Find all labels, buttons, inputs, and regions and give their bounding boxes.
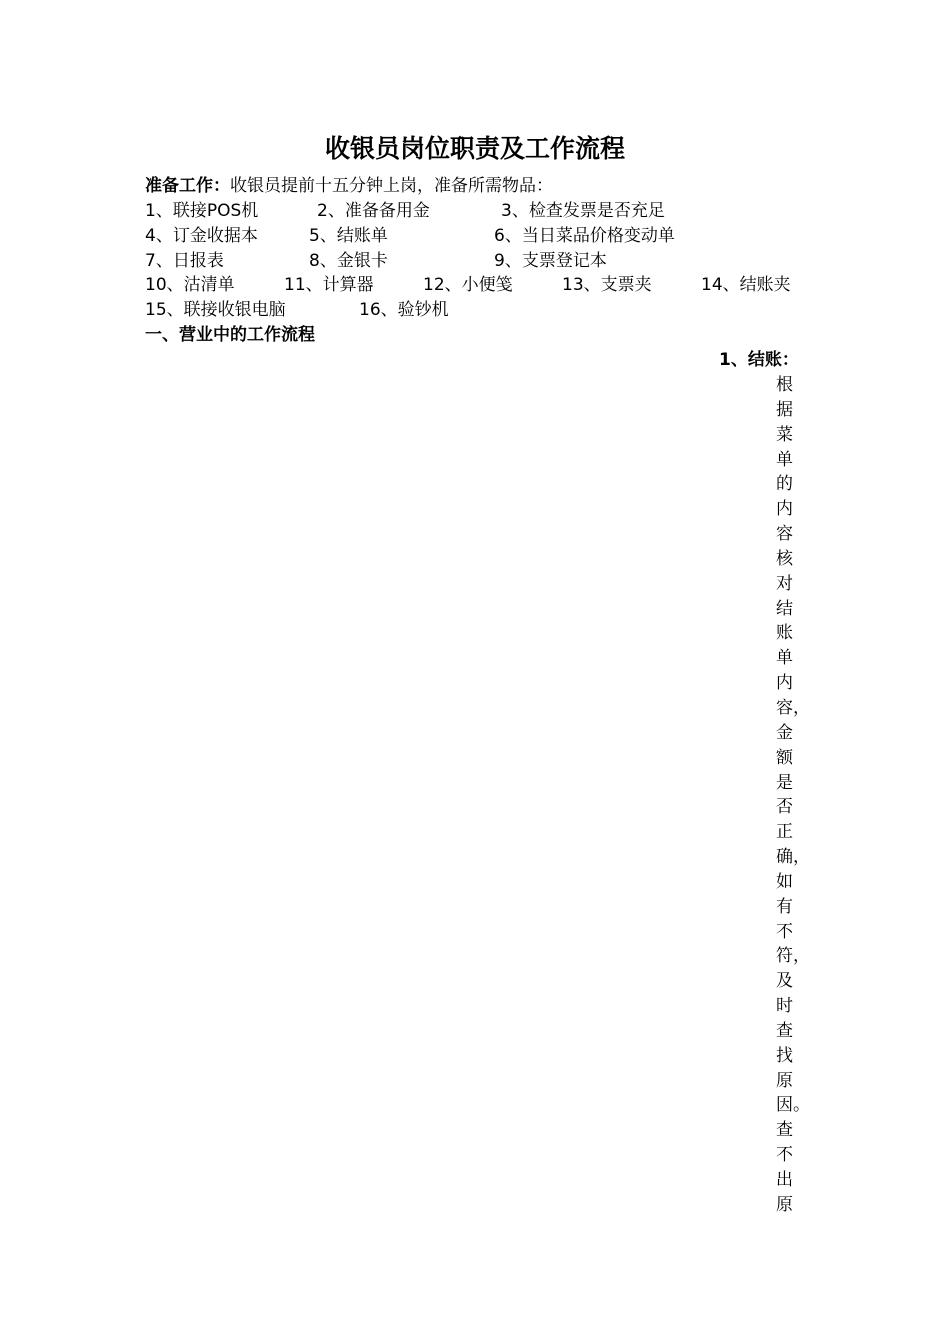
- subsection-line: 查: [776, 1120, 793, 1141]
- subsection-line: 容，: [776, 697, 810, 718]
- subsection-body: [776, 373, 810, 1218]
- subsection-line: 有: [776, 896, 793, 917]
- subsection-line: 菜: [776, 424, 793, 445]
- subsection-line: 找: [776, 1045, 793, 1066]
- subsection-line: 核: [776, 548, 793, 569]
- subsection-line: 结: [776, 598, 793, 619]
- supply-item: 12、小便笺: [423, 275, 513, 296]
- preparation-label: 准备工作：: [145, 176, 230, 196]
- subsection-line: 内: [776, 499, 793, 520]
- subsection-line: 及: [776, 971, 793, 992]
- subsection-line: 是: [776, 772, 793, 793]
- supply-item: 14、结账夹: [701, 275, 791, 296]
- preparation-line: [145, 174, 553, 198]
- subsection-line: 对: [776, 573, 793, 594]
- supply-item: 1、联接POS机: [145, 201, 259, 221]
- supply-item: 4、订金收据本: [145, 225, 258, 246]
- subsection-line: 账: [776, 623, 793, 644]
- supply-item: 9、支票登记本: [494, 250, 607, 271]
- supply-item: 6、当日菜品价格变动单: [494, 225, 675, 246]
- supply-item: 15、联接收银电脑: [145, 300, 286, 321]
- subsection-line: 不: [776, 1145, 793, 1166]
- supply-item: 5、结账单: [309, 225, 388, 246]
- supply-item: 2、准备备用金: [317, 201, 430, 221]
- subsection-line: 单: [776, 648, 793, 669]
- subsection-line: 的: [776, 474, 793, 495]
- subsection-line: 额: [776, 747, 793, 768]
- subsection-line: 查: [776, 1020, 793, 1041]
- subsection-line: 内: [776, 673, 793, 694]
- subsection-line: 单: [776, 449, 793, 470]
- supply-item: 10、沽清单: [145, 275, 235, 296]
- subsection-line: 否: [776, 797, 793, 818]
- subsection-line: 时: [776, 996, 793, 1017]
- subsection-line: 据: [776, 399, 793, 420]
- subsection-line: 如: [776, 871, 793, 892]
- subsection-line: 原: [776, 1070, 793, 1091]
- subsection-line: 符，: [776, 946, 810, 967]
- subsection-line: 确，: [776, 847, 810, 868]
- supply-item: 11、计算器: [284, 275, 374, 296]
- subsection-line: 金: [776, 722, 793, 743]
- supply-item: 16、验钞机: [359, 300, 449, 321]
- supply-item: 7、日报表: [145, 250, 224, 271]
- section-heading: 一、营业中的工作流程: [145, 325, 315, 345]
- subsection-heading: 1、结账：: [719, 350, 799, 370]
- supply-item: 3、检查发票是否充足: [501, 201, 665, 221]
- preparation-text: 收银员提前十五分钟上岗，准备所需物品：: [230, 176, 553, 196]
- subsection-line: 出: [776, 1170, 793, 1190]
- supply-item: 13、支票夹: [562, 275, 652, 296]
- subsection-line: 不: [776, 921, 793, 942]
- subsection-line: 正: [776, 822, 793, 843]
- page-title: 收银员岗位职责及工作流程: [324, 134, 625, 163]
- subsection-line: 原: [776, 1194, 793, 1215]
- subsection-line: 容: [776, 524, 793, 545]
- subsection-line: 根: [776, 375, 793, 395]
- supply-item: 8、金银卡: [309, 250, 388, 271]
- subsection-line: 因。: [776, 1095, 810, 1116]
